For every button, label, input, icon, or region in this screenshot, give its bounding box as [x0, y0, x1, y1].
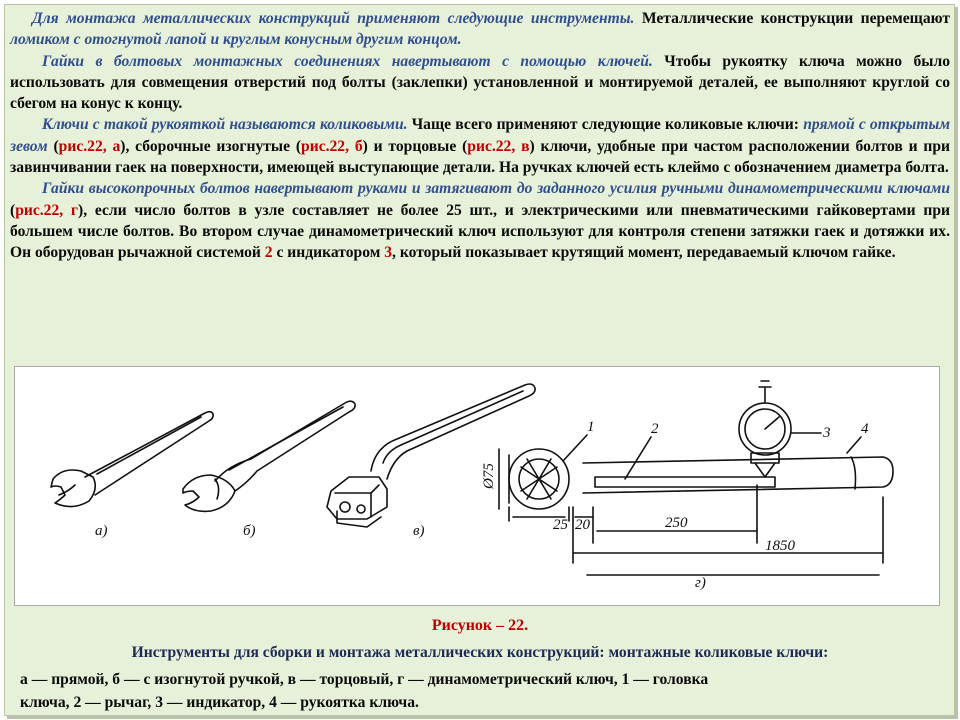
figure-reference: рис.22, б [301, 137, 363, 155]
wrench-drawing [15, 367, 939, 605]
text-run: , который показывает крутящий момент, передаваемый ключом гайке. [392, 244, 896, 262]
emphasis: Гайки в болтовых монтажных соединениях навертывают с помощью ключей. [42, 52, 653, 70]
emphasis: Для монтажа металлических конструкций применяют следующие инструменты. [32, 10, 635, 27]
dim-25: 25 [553, 517, 568, 533]
text-run: Чтобы рукоятку ключа можно было использовать для совмещения отверстий под болты (заклепки) установленной и монтируемой деталей, ее выполняют круглой со сбегом на конус к концу. [10, 52, 950, 113]
emphasis: прямой с открытым зевом [10, 116, 951, 155]
paragraph-3 [10, 114, 950, 178]
paragraph-4 [10, 178, 950, 263]
text-run: ) и торцовые ( [362, 137, 468, 155]
paragraph-1 [10, 8, 950, 51]
text-run: Металлические конструкции перемещают [634, 10, 950, 27]
legend-line: ключа, 2 — рычаг, 3 — индикатор, 4 — рукоятка ключа. [20, 694, 419, 711]
label-a: а) [95, 523, 108, 539]
callout-1: 1 [587, 419, 595, 435]
text-run: с индикатором [272, 244, 385, 262]
figure-reference: 2 [264, 244, 273, 262]
label-g: г) [695, 575, 706, 591]
text-run: ), сборочные изогнутые ( [120, 137, 302, 155]
text-run: Чаще всего применяют следующие коликовые ключи: [407, 116, 804, 134]
dim-diameter: Ø75 [481, 463, 497, 489]
figure-caption-title: Рисунок – 22. [431, 617, 529, 634]
figure-reference: 3 [384, 244, 393, 262]
text-run: ( [10, 201, 16, 219]
callout-3: 3 [823, 425, 831, 441]
text-run: ), если число болтов в узле составляет не более 25 шт., и электрическими или пневматическими гайковертами при большем числе болтов. Во втором случае динамометрический ключ используют для контроля степени затяжки гаек и дотяжки их. Он оборудован рычажной системой [10, 201, 950, 262]
text-run: ( [47, 137, 59, 155]
torque-wrench [499, 381, 893, 575]
paragraph-2 [10, 51, 950, 115]
text-run: ) ключи, удобные при частом расположении болтов и при завинчивании гаек на поверхности, имеющей выступающие детали. На ручках ключей есть клеймо с обозначением диаметра болта. [10, 137, 951, 177]
socket-wrench [327, 384, 535, 527]
emphasis: ломиком с отогнутой лапой и круглым конусным другим концом. [10, 31, 462, 49]
figure-reference: рис.22, в [467, 137, 530, 155]
callout-4: 4 [861, 421, 869, 437]
emphasis: Ключи с такой рукояткой называются коликовыми. [42, 116, 408, 134]
figure-legend [20, 668, 910, 714]
dim-20: 20 [575, 517, 590, 533]
dim-1850: 1850 [765, 538, 795, 554]
body-text [10, 8, 950, 264]
callout-2: 2 [651, 421, 659, 437]
label-v: в) [413, 523, 425, 539]
straight-wrench [51, 412, 213, 507]
dim-250: 250 [665, 515, 688, 531]
figure-22 [14, 366, 940, 606]
figure-caption-subtitle: Инструменты для сборки и монтажа металлических конструкций: монтажные коликовые ключи: [131, 644, 829, 661]
figure-reference: рис.22, г [15, 201, 79, 219]
figure-reference: рис.22, а [58, 137, 121, 155]
label-b: б) [243, 523, 256, 539]
legend-line: а — прямой, б — с изогнутой ручкой, в — торцовый, г — динамометрический ключ, 1 — головка [20, 671, 709, 688]
emphasis: Гайки высокопрочных болтов навертывают руками и затягивают до заданного усилия ручными динамометрическими ключами [42, 180, 950, 198]
